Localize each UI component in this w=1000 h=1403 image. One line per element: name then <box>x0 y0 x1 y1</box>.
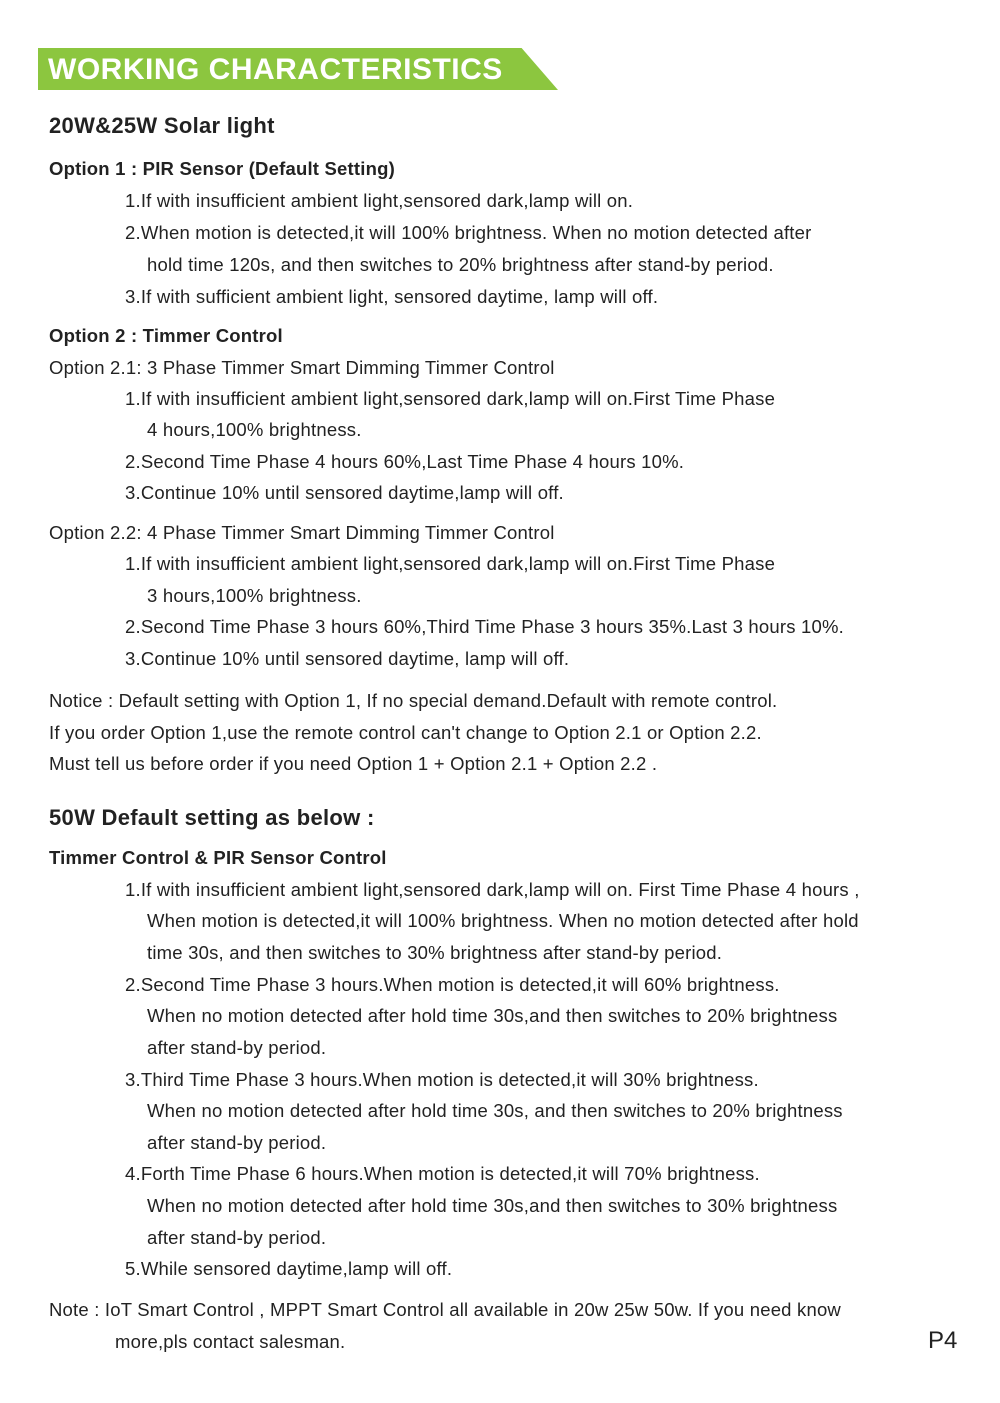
notice-line: If you order Option 1,use the remote control can't change to Option 2.1 or Option 2.2. <box>49 722 762 743</box>
section2-line: 3.Third Time Phase 3 hours.When motion is detected,it will 30% brightness. <box>125 1069 759 1090</box>
section2-line: 4.Forth Time Phase 6 hours.When motion is detected,it will 70% brightness. <box>125 1163 760 1184</box>
notice-line: Must tell us before order if you need Option 1 + Option 2.1 + Option 2.2 . <box>49 753 658 774</box>
section2-line: When no motion detected after hold time 30s,and then switches to 20% brightness <box>147 1005 838 1026</box>
option2-1-line: 1.If with insufficient ambient light,sensored dark,lamp will on.First Time Phase <box>125 388 776 409</box>
section2-line: When no motion detected after hold time 30s,and then switches to 30% brightness <box>147 1195 838 1216</box>
option2-1-title: Option 2.1: 3 Phase Timmer Smart Dimming Timmer Control <box>49 357 555 378</box>
option2-1-line: 4 hours,100% brightness. <box>147 419 362 440</box>
option2-2-line: 3.Continue 10% until sensored daytime, lamp will off. <box>125 648 570 669</box>
section2-line: after stand-by period. <box>147 1037 327 1058</box>
section2-line: When motion is detected,it will 100% brightness. When no motion detected after hold <box>147 910 859 931</box>
option1-line: 3.If with sufficient ambient light, sensored daytime, lamp will off. <box>125 286 659 307</box>
option2-1-line: 2.Second Time Phase 4 hours 60%,Last Time Phase 4 hours 10%. <box>125 451 685 472</box>
option2-2-line: 2.Second Time Phase 3 hours 60%,Third Time Phase 3 hours 35%.Last 3 hours 10%. <box>125 616 844 637</box>
section2-line: time 30s, and then switches to 30% brightness after stand-by period. <box>147 942 723 963</box>
option1-line: 2.When motion is detected,it will 100% brightness. When no motion detected after <box>125 222 812 243</box>
section2-line: after stand-by period. <box>147 1132 327 1153</box>
section2-line: 2.Second Time Phase 3 hours.When motion is detected,it will 60% brightness. <box>125 974 780 995</box>
option2-2-line: 3 hours,100% brightness. <box>147 585 362 606</box>
section-title-20w-25w: 20W&25W Solar light <box>49 113 275 138</box>
option2-1-line: 3.Continue 10% until sensored daytime,lamp will off. <box>125 482 564 503</box>
option2-2-line: 1.If with insufficient ambient light,sensored dark,lamp will on.First Time Phase <box>125 553 776 574</box>
section2-line: after stand-by period. <box>147 1227 327 1248</box>
page-title: WORKING CHARACTERISTICS <box>48 53 503 86</box>
option1-line: 1.If with insufficient ambient light,sensored dark,lamp will on. <box>125 190 634 211</box>
section2-line: 1.If with insufficient ambient light,sensored dark,lamp will on. First Time Phase 4 hours , <box>125 879 860 900</box>
option2-2-title: Option 2.2: 4 Phase Timmer Smart Dimming Timmer Control <box>49 522 555 543</box>
section-title-50w: 50W Default setting as below : <box>49 805 375 830</box>
page-number: P4 <box>928 1327 958 1354</box>
note-line: Note : IoT Smart Control , MPPT Smart Control all available in 20w 25w 50w. If you need know <box>49 1299 841 1320</box>
option1-heading: Option 1 : PIR Sensor (Default Setting) <box>49 158 395 179</box>
section2-line: 5.While sensored daytime,lamp will off. <box>125 1258 453 1279</box>
option1-line: hold time 120s, and then switches to 20% brightness after stand-by period. <box>147 254 774 275</box>
option2-heading: Option 2 : Timmer Control <box>49 325 283 346</box>
section2-heading: Timmer Control & PIR Sensor Control <box>49 847 387 868</box>
section2-line: When no motion detected after hold time 30s, and then switches to 20% brightness <box>147 1100 843 1121</box>
notice-line: Notice : Default setting with Option 1, If no special demand.Default with remote control. <box>49 690 778 711</box>
note-line: more,pls contact salesman. <box>115 1331 346 1352</box>
